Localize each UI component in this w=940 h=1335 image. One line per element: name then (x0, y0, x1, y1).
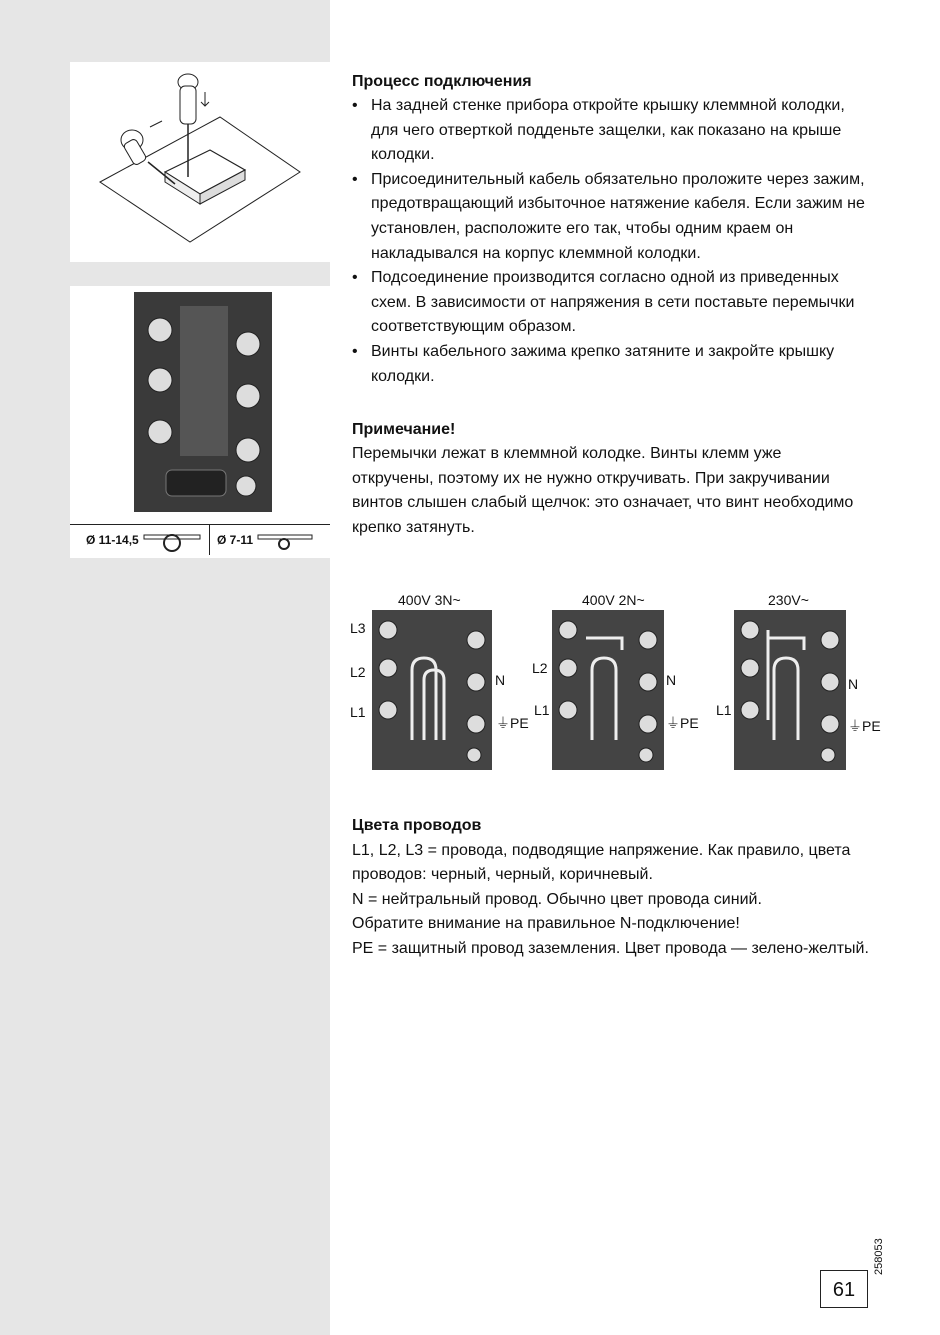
label-l1: L1 (350, 704, 366, 720)
screwdriver-illustration (70, 62, 330, 262)
clamp-large-icon (142, 531, 202, 553)
clamp-small-icon (256, 531, 314, 553)
label-n: N (495, 672, 506, 688)
scheme-230v (714, 590, 894, 775)
main-content (352, 70, 872, 541)
wire-colors-heading: Цвета проводов (352, 817, 482, 834)
note-text: Перемычки лежат в клеммной колодке. Винты клемм уже откручены, поэтому их не нужно откручивать. При закручивании винтов слышен слабый щелчок: это означает, что винт необходимо крепко затянуть. (352, 445, 854, 536)
scheme-400v-3n (350, 590, 530, 775)
scheme-block (734, 610, 846, 770)
clamp-size-row (70, 524, 330, 557)
ground-icon: ⏚ (848, 718, 862, 734)
note-heading: Примечание! (352, 421, 456, 439)
label-l2: L2 (532, 660, 548, 676)
figure-terminal-block (70, 286, 330, 558)
label-pe: ⏚PE (496, 715, 529, 731)
label-pe: ⏚PE (666, 715, 699, 731)
scheme-title: 400V 3N~ (398, 592, 461, 608)
process-step: • Винты кабельного зажима крепко затяните и закройте крышку колодки. (352, 340, 872, 389)
process-step: • Подсоединение производится согласно одной из приведенных схем. В зависимости от напряжения в сети поставьте перемычки соответствующим образом. (352, 266, 872, 340)
process-heading: Процесс подключения (352, 73, 532, 90)
divider (209, 525, 210, 555)
process-list (352, 94, 872, 389)
label-n: N (666, 672, 677, 688)
wire-colors-line: PE = защитный провод заземления. Цвет провода — зелено-желтый. (352, 939, 869, 957)
wire-colors-section (352, 814, 872, 962)
wiring-schemes (340, 590, 900, 775)
clamp-small-label: Ø 7-11 (217, 533, 254, 547)
page-number: 61 (820, 1270, 868, 1308)
process-step: • На задней стенке прибора откройте крышку клеммной колодки, для чего отверткой подденьте защелки, как показано на крыше колодки. (352, 94, 872, 168)
scheme-title: 400V 2N~ (582, 592, 645, 608)
scheme-400v-2n (532, 590, 712, 775)
label-l3: L3 (350, 620, 366, 636)
wire-colors-line: N = нейтральный провод. Обычно цвет провода синий. Обратите внимание на правильное N-подключение! (352, 890, 762, 933)
ground-icon: ⏚ (666, 715, 680, 731)
ground-icon: ⏚ (496, 715, 510, 731)
scheme-block (372, 610, 492, 770)
label-l1: L1 (534, 702, 550, 718)
clamp-large-label: Ø 11-14,5 (86, 533, 139, 547)
process-step: • Присоединительный кабель обязательно проложите через зажим, предотвращающий избыточное натяжение кабеля. Если зажим не установлен, расположите его так, чтобы одним краем он накладывался на корпус клеммной колодки. (352, 168, 872, 266)
label-l2: L2 (350, 664, 366, 680)
terminal-block-illustration (70, 286, 330, 516)
scheme-block (552, 610, 664, 770)
label-n: N (848, 676, 859, 692)
document-code: 258053 (873, 1238, 885, 1275)
label-l1: L1 (716, 702, 732, 718)
label-pe: ⏚PE (848, 718, 881, 734)
figure-open-cover (70, 62, 330, 262)
wire-colors-line: L1, L2, L3 = провода, подводящие напряжение. Как правило, цвета проводов: черный, черный, коричневый. (352, 841, 851, 884)
scheme-title: 230V~ (768, 592, 809, 608)
